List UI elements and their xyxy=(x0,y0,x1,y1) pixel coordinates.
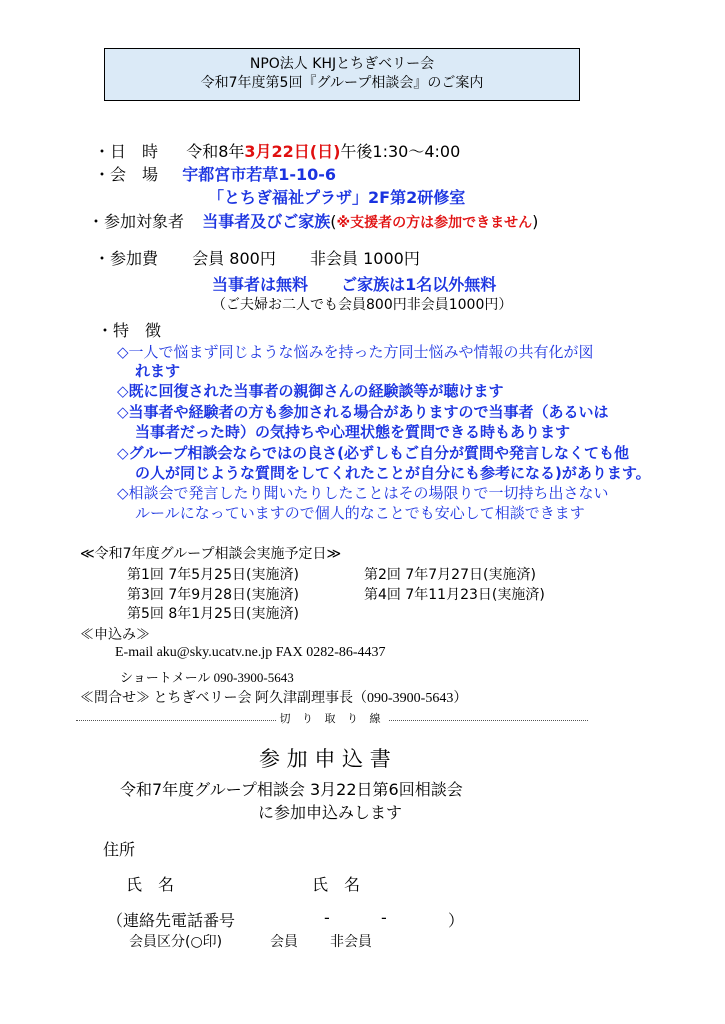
phone-close: ） xyxy=(448,911,465,930)
address-label: 住所 xyxy=(103,840,136,859)
form-subtitle-2: に参加申込みします xyxy=(258,803,403,822)
schedule-1: 第1回 7年5月25日(実施済) xyxy=(127,567,299,583)
feature-1b: れます xyxy=(135,362,181,380)
fee-free-self: 当事者は無料 xyxy=(212,275,309,294)
form-subtitle-1: 令和7年度グループ相談会 3月22日第6回相談会 xyxy=(120,780,463,799)
cut-dots-left xyxy=(76,720,276,721)
date-label: ・日 時 xyxy=(94,142,159,161)
fee-nonmember: 非会員 1000円 xyxy=(310,249,420,268)
name-label-1: 氏 名 xyxy=(126,875,175,894)
header-box xyxy=(104,48,580,101)
target-row xyxy=(88,209,538,232)
target-label: ・参加対象者 xyxy=(88,212,185,231)
phone-label: （連絡先電話番号 xyxy=(107,911,236,930)
feature-2: ◇既に回復された当事者の親御さんの経験談等が聴けます xyxy=(117,382,504,400)
feature-5b: ルールになっていますので個人的なことでも安心して相談できます xyxy=(135,504,585,522)
schedule-5: 第5回 8年1月25日(実施済) xyxy=(127,606,299,622)
nonmember-option: 非会員 xyxy=(330,934,372,950)
date-prefix: 令和8年 xyxy=(186,142,245,161)
fee-free-family: ご家族は1名以外無料 xyxy=(341,275,497,294)
fee-member: 会員 800円 xyxy=(192,249,276,268)
feature-1a: ◇一人で悩まず同じような悩みを持った方同士悩みや情報の共有化が図 xyxy=(117,343,594,361)
member-class-label: 会員区分(○印) xyxy=(129,934,223,950)
schedule-4: 第4回 7年11月23日(実施済) xyxy=(364,587,545,603)
schedule-title: ≪令和7年度グループ相談会実施予定日≫ xyxy=(80,546,342,562)
venue-room: 「とちぎ福祉プラザ」2F第2研修室 xyxy=(208,188,466,207)
target-note-close: ) xyxy=(532,212,539,231)
cut-dots-right xyxy=(389,720,589,721)
target-main: 当事者及びご家族 xyxy=(202,212,331,231)
feature-5a: ◇相談会で発言したり聞いたりしたことはその場限りで一切持ち出さない xyxy=(117,484,609,502)
venue-row xyxy=(94,162,336,185)
venue-label: ・会 場 xyxy=(94,165,159,184)
feature-label: ・特 徴 xyxy=(97,321,162,340)
fee-label: ・参加費 xyxy=(94,249,159,268)
cut-line xyxy=(76,710,588,726)
feature-3b: 当事者だった時）の気持ちや心理状態を質問できる時もあります xyxy=(135,423,571,441)
schedule-3: 第3回 7年9月28日(実施済) xyxy=(127,587,299,603)
fee-row xyxy=(94,246,420,269)
venue-address: 宇都宮市若草1-10-6 xyxy=(182,165,337,184)
phone-sep-2: - xyxy=(381,908,387,927)
date-row xyxy=(94,139,460,162)
header-org: NPO法人 KHJとちぎベリー会 xyxy=(249,56,435,72)
target-note-open: ( xyxy=(330,212,337,231)
apply-email-fax: E-mail aku@sky.ucatv.ne.jp FAX 0282-86-4437 xyxy=(115,645,386,660)
feature-4a: ◇グループ相談会ならではの良さ(必ずしもご自分が質問や発言しなくても他 xyxy=(117,444,630,462)
apply-title: ≪申込み≫ xyxy=(80,628,150,643)
fee-note: （ご夫婦お二人でも会員800円非会員1000円） xyxy=(212,297,513,313)
name-label-2: 氏 名 xyxy=(312,875,361,894)
feature-3a: ◇当事者や経験者の方も参加される場合がありますので当事者（あるいは xyxy=(117,403,609,421)
header-title: 令和7年度第5回『グループ相談会』のご案内 xyxy=(200,75,484,91)
schedule-2: 第2回 7年7月27日(実施済) xyxy=(364,567,536,583)
phone-sep-1: - xyxy=(324,908,330,927)
feature-4b: の人が同じような質問をしてくれたことが自分にも参考になる)があります。 xyxy=(135,464,651,482)
fee-free-row xyxy=(212,272,496,295)
date-main: 3月22日(日) xyxy=(244,142,341,161)
member-option: 会員 xyxy=(270,934,298,950)
date-time: 午後1:30～4:00 xyxy=(340,142,461,161)
target-note: ※支援者の方は参加できません xyxy=(336,215,533,231)
apply-sms: ショートメール 090-3900-5643 xyxy=(120,670,294,685)
inquiry-line: ≪問合せ≫ とちぎベリー会 阿久津副理事長（090-3900-5643） xyxy=(80,691,468,706)
cut-label: 切 り 取 り 線 xyxy=(279,712,385,725)
form-title: 参 加 申 込 書 xyxy=(259,747,391,771)
